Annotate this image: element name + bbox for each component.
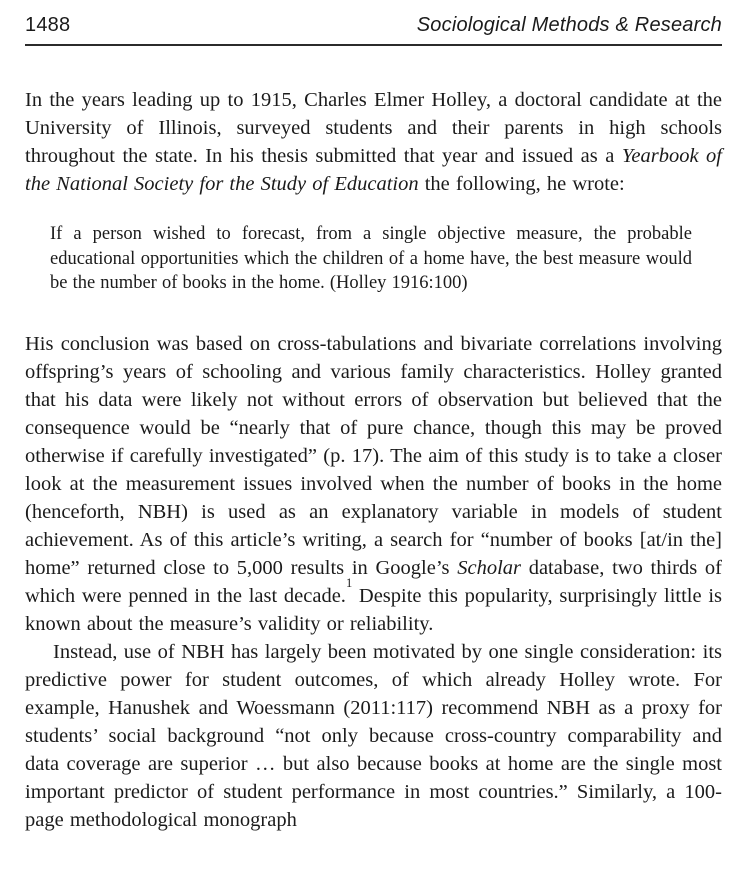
scholar-italic: Scholar bbox=[457, 556, 521, 579]
page-number: 1488 bbox=[25, 14, 71, 36]
paragraph-intro bbox=[25, 86, 722, 198]
paragraph-intro-text: In the years leading up to 1915, Charles Elmer Holley, a doctoral candidate at the University of Illinois, surveyed students and their parents in high schools throughout the state. In his thesis submitted that year and issued as a bbox=[25, 89, 722, 167]
paragraph-conclusion-text-mid: database, two thirds of which were penned in the last decade. bbox=[25, 556, 723, 607]
paragraph-intro-text-end: the following, he wrote: bbox=[418, 173, 625, 195]
yearbook-title-italic: Yearbook of the National Society for the Study of Education bbox=[25, 145, 722, 195]
footnote-marker-1: 1 bbox=[345, 575, 353, 590]
paragraph-conclusion-text-end: Despite this popularity, surprisingly little is known about the measure’s validity or reliability. bbox=[25, 584, 722, 635]
paragraph-motivation bbox=[25, 638, 722, 834]
block-quote-text: If a person wished to forecast, from a single objective measure, the probable educational opportunities which the children of a home have, the best measure would be the number of books in the home. (Holley 1916:100) bbox=[50, 224, 692, 293]
paragraph-conclusion-text: His conclusion was based on cross-tabulations and bivariate correlations involving offspring’s years of schooling and various family characteristics. Holley granted that his data were likely not without errors of observation but believed that the consequence would be “nearly that of pure chance, though this may be proved otherwise if carefully investigated” (p. 17). The aim of this study is to take a closer look at the measurement issues involved when the number of books in the home (henceforth, NBH) is used as an explanatory variable in models of student achievement. As of this article’s writing, a search for “number of books [at/in the] home” returned close to 5,000 results in Google’s bbox=[25, 332, 722, 579]
paragraph-conclusion bbox=[25, 330, 722, 638]
article-body bbox=[25, 86, 722, 834]
holley-block-quote bbox=[50, 222, 692, 296]
running-header bbox=[25, 14, 722, 46]
paragraph-motivation-text: Instead, use of NBH has largely been motivated by one single consideration: its predictive power for student outcomes, of which already Holley wrote. For example, Hanushek and Woessmann (2011:117) recommend NBH as a proxy for students’ social background “not only because cross-country comparability and data coverage are superior … but also because books at home are the single most important predictor of student performance in most countries.” Similarly, a 100-page methodological monograph bbox=[25, 640, 722, 831]
journal-title: Sociological Methods & Research bbox=[416, 14, 722, 36]
